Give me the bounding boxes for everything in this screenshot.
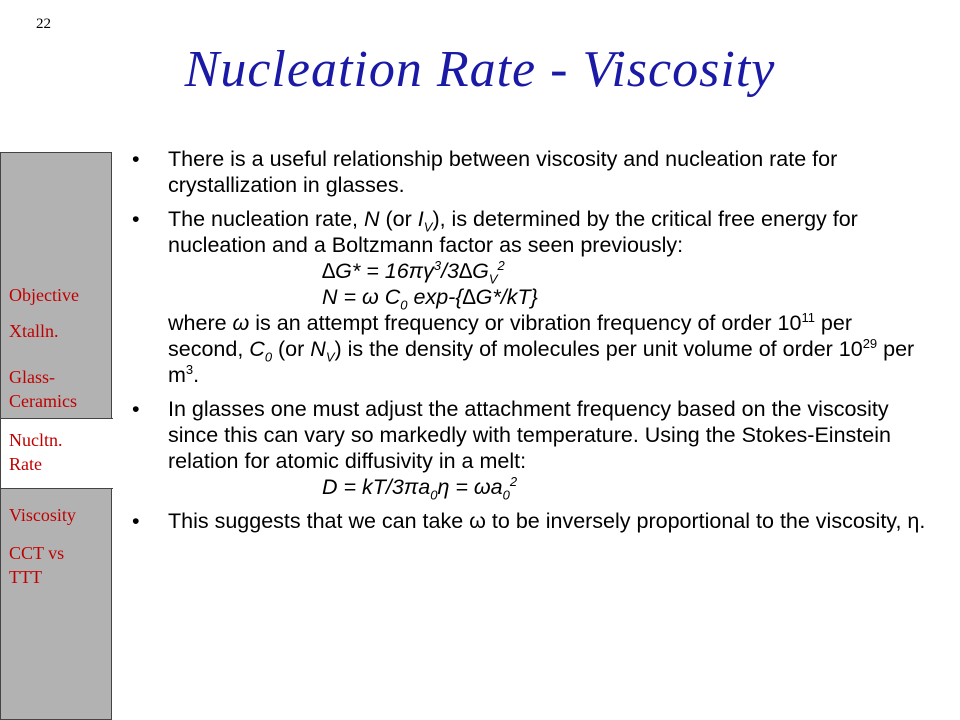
bullet-1-text: There is a useful relationship between viscosity and nucleation rate for crystallization in glasses. bbox=[168, 147, 838, 197]
bullet-3 bbox=[132, 396, 932, 503]
bullet-2-text: The nucleation rate, N (or $I_V$), is determined by the critical free energy for nucleation and a Boltzmann factor as seen previously: bbox=[168, 207, 858, 257]
equation-critical-free-energy: $\Delta G* = 16\pi\gamma^3/3\Delta G_V^2$ bbox=[322, 257, 505, 287]
bullet-2-where: where ω is an attempt frequency or vibration frequency of order $10^{11}$ per second, $C_0$ (or $N_V$) is the density of molecules per unit volume of order $10^{29}$ per $m^3$. bbox=[168, 309, 915, 387]
equation-nucleation-rate: N = ω $C_0$ exp-{∆G*/kT} bbox=[322, 285, 538, 313]
bullet-3-text: In glasses one must adjust the attachment frequency based on the viscosity since this can vary so markedly with temperature. Using the Stokes-Einstein relation for atomic diffusivity in a melt: bbox=[168, 397, 891, 473]
slide-title: Nucleation Rate - Viscosity bbox=[184, 41, 776, 98]
sidebar-item-glass-ceramics[interactable]: Glass- Ceramics bbox=[9, 367, 77, 411]
sidebar-item-objective[interactable]: Objective bbox=[9, 285, 79, 305]
bullet-dot: • bbox=[132, 207, 140, 231]
bullet-2 bbox=[132, 206, 932, 388]
sidebar-item-cct-vs-ttt[interactable]: CCT vs TTT bbox=[9, 543, 65, 587]
sidebar-item-nucltn-rate[interactable]: Nucltn. Rate bbox=[9, 430, 63, 474]
bullet-1 bbox=[132, 146, 932, 198]
slide-body bbox=[132, 146, 932, 542]
bullet-4-text: This suggests that we can take ω to be inversely proportional to the viscosity, η. bbox=[168, 509, 926, 533]
equation-stokes-einstein: $D = kT/3\pi a_0\eta = \omega a_0^2$ bbox=[322, 473, 518, 503]
slide-number: 22 bbox=[36, 16, 51, 32]
bullet-4 bbox=[132, 508, 932, 534]
bullet-dot: • bbox=[132, 509, 140, 533]
bullet-dot: • bbox=[132, 147, 140, 171]
sidebar-item-viscosity[interactable]: Viscosity bbox=[9, 505, 76, 525]
sidebar-nav bbox=[0, 152, 112, 720]
bullet-dot: • bbox=[132, 397, 140, 421]
sidebar-item-xtalln[interactable]: Xtalln. bbox=[9, 321, 59, 341]
